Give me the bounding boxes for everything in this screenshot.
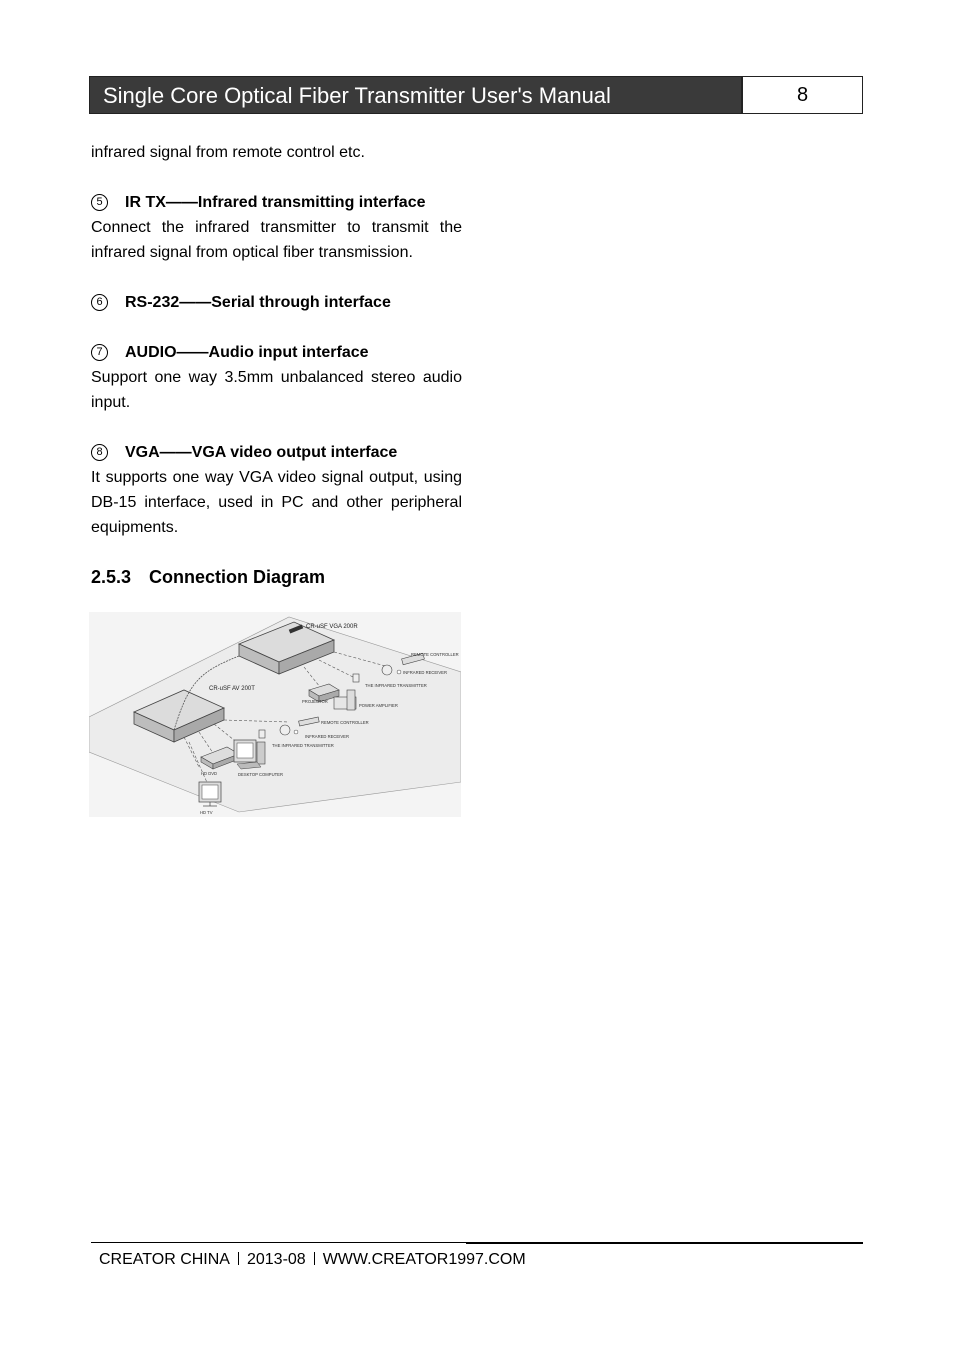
item-heading: AUDIO——Audio input interface <box>125 344 369 361</box>
label-infrared-transmitter-top: THE INFRARED TRANSMITTER <box>365 683 427 688</box>
item-ir-tx-heading <box>91 190 462 215</box>
page-number: 8 <box>742 76 863 114</box>
section-number: 2.5.3 <box>91 567 132 587</box>
label-infrared-receiver-top: INFRARED RECEIVER <box>403 670 447 675</box>
page-header <box>89 76 863 114</box>
item-vga-text: It supports one way VGA video signal output, using DB-15 interface, used in PC and other peripheral equipments. <box>91 469 462 536</box>
item-heading: VGA——VGA video output interface <box>125 444 398 461</box>
circled-number-8: 8 <box>91 444 108 461</box>
connection-diagram <box>89 612 461 817</box>
label-infrared-receiver-bottom: INFRARED RECEIVER <box>305 734 349 739</box>
item-heading: IR TX——Infrared transmitting interface <box>125 194 426 211</box>
receiver-label: CR-uSF VGA 200R <box>306 624 358 630</box>
label-power-amplifier: POWER AMPLIFIER <box>359 703 398 708</box>
label-infrared-transmitter-bottom: THE INFRARED TRANSMITTER <box>272 743 334 748</box>
label-desktop-computer: DESKTOP COMPUTER <box>238 772 283 777</box>
label-hd-dvd: HD DVD <box>201 771 218 776</box>
footer-date: 2013-08 <box>246 1251 306 1268</box>
continuation-text: infrared signal from remote control etc. <box>91 144 365 161</box>
label-remote-controller-top: REMOTE CONTROLLER <box>411 652 459 657</box>
page-footer <box>99 1249 526 1271</box>
item-rs232-heading <box>91 290 462 315</box>
item-audio-text: Support one way 3.5mm unbalanced stereo audio input. <box>91 369 462 411</box>
label-hd-tv: HD TV <box>200 810 213 815</box>
manual-title: Single Core Optical Fiber Transmitter User's Manual <box>89 76 742 114</box>
label-projector: PROJECTOR <box>302 699 328 704</box>
body-text <box>91 140 462 540</box>
circled-number-6: 6 <box>91 294 108 311</box>
footer-divider-accent <box>466 1243 863 1244</box>
transmitter-label: CR-uSF AV 200T <box>209 686 255 692</box>
circled-number-5: 5 <box>91 194 108 211</box>
item-vga-heading <box>91 440 462 465</box>
footer-separator <box>238 1252 239 1265</box>
label-remote-controller-bottom: REMOTE CONTROLLER <box>321 720 369 725</box>
section-title: Connection Diagram <box>149 567 326 587</box>
footer-company: CREATOR CHINA <box>99 1251 230 1268</box>
footer-separator <box>314 1252 315 1265</box>
item-ir-tx-text: Connect the infrared transmitter to transmit the infrared signal from optical fiber transmission. <box>91 219 462 261</box>
section-heading <box>91 565 325 589</box>
footer-website: WWW.CREATOR1997.COM <box>322 1251 526 1268</box>
circled-number-7: 7 <box>91 344 108 361</box>
item-heading: RS-232——Serial through interface <box>125 294 391 311</box>
item-audio-heading <box>91 340 462 365</box>
